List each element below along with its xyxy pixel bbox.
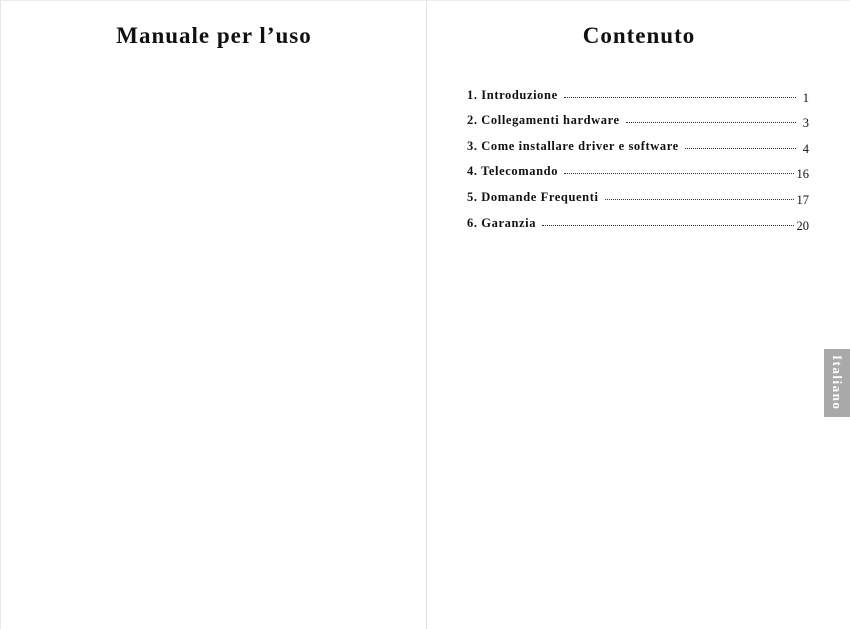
toc-item-page: 17 bbox=[796, 192, 809, 207]
toc-leader-dots bbox=[564, 97, 796, 98]
toc-item-label: 2. Collegamenti hardware bbox=[467, 113, 620, 128]
toc-leader-dots bbox=[564, 173, 793, 174]
toc-item-page: 16 bbox=[796, 167, 809, 182]
toc-leader-dots bbox=[542, 225, 793, 226]
manual-title: Manuale per l’uso bbox=[116, 23, 312, 48]
toc-item-label: 5. Domande Frequenti bbox=[467, 189, 599, 204]
toc-item-domande-frequenti[interactable] bbox=[467, 179, 809, 205]
toc-item-introduzione[interactable] bbox=[467, 77, 809, 103]
toc-item-label: 6. Garanzia bbox=[467, 215, 537, 230]
toc-item-page: 3 bbox=[802, 116, 809, 131]
toc-item-garanzia[interactable] bbox=[467, 205, 809, 231]
toc-item-collegamenti-hardware[interactable] bbox=[467, 103, 809, 129]
language-tab bbox=[824, 349, 850, 417]
toc-item-label: 3. Come installare driver e software bbox=[467, 138, 679, 153]
toc-leader-dots bbox=[626, 122, 796, 123]
table-of-contents bbox=[467, 77, 809, 231]
toc-item-telecomando[interactable] bbox=[467, 154, 809, 180]
toc-leader-dots bbox=[605, 199, 794, 200]
toc-item-page: 4 bbox=[802, 141, 809, 156]
toc-item-installare-driver[interactable] bbox=[467, 128, 809, 154]
language-tab-label: Italiano bbox=[830, 355, 845, 411]
toc-item-label: 4. Telecomando bbox=[467, 164, 559, 179]
toc-item-page: 1 bbox=[802, 90, 809, 105]
toc-item-page: 20 bbox=[796, 218, 809, 233]
toc-item-label: 1. Introduzione bbox=[467, 87, 558, 102]
contents-title: Contenuto bbox=[582, 23, 696, 48]
toc-leader-dots bbox=[685, 148, 796, 149]
right-page bbox=[426, 0, 850, 629]
